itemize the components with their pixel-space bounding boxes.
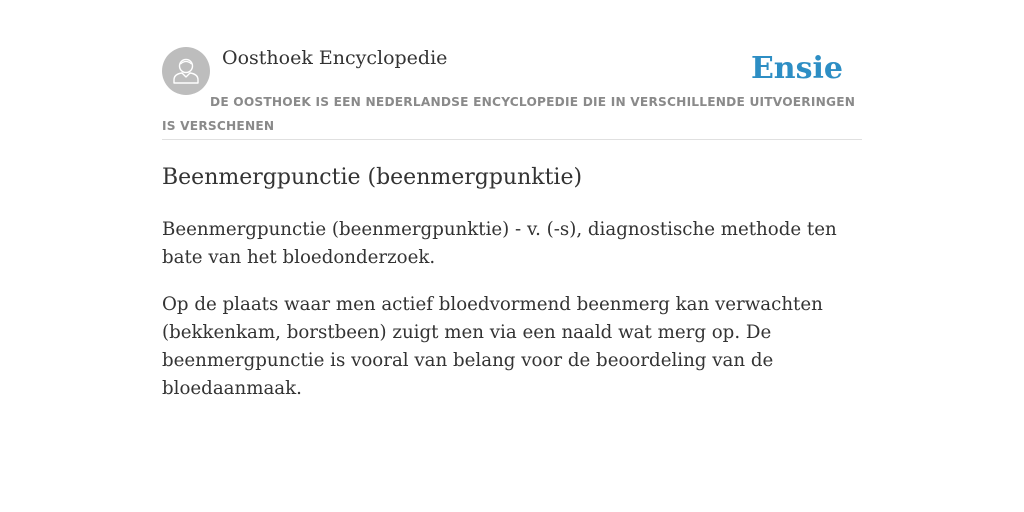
article: [162, 160, 862, 403]
article-title: Beenmergpunctie (beenmergpunktie): [162, 165, 583, 190]
article-paragraph: Op de plaats waar men actief bloedvormend beenmerg kan verwachten (bekkenkam, borstbeen) zuigt men via een naald wat merg op. De beenmergpunctie is vooral van belang voor de beoordeling van de bloedaanmaak.: [162, 294, 823, 399]
header: [162, 46, 862, 140]
brand-logo[interactable]: Ensie: [750, 51, 843, 86]
site-name[interactable]: Oosthoek Encyclopedie: [222, 47, 448, 69]
avatar[interactable]: [162, 47, 210, 95]
article-paragraph: Beenmergpunctie (beenmergpunktie) - v. (-s), diagnostische methode ten bate van het bloedonderzoek.: [162, 219, 837, 268]
site-tagline: DE OOSTHOEK IS EEN NEDERLANDSE ENCYCLOPEDIE DIE IN VERSCHILLENDE UITVOERINGEN IS VERSCHENEN: [162, 95, 856, 133]
user-avatar-icon: [162, 47, 210, 95]
